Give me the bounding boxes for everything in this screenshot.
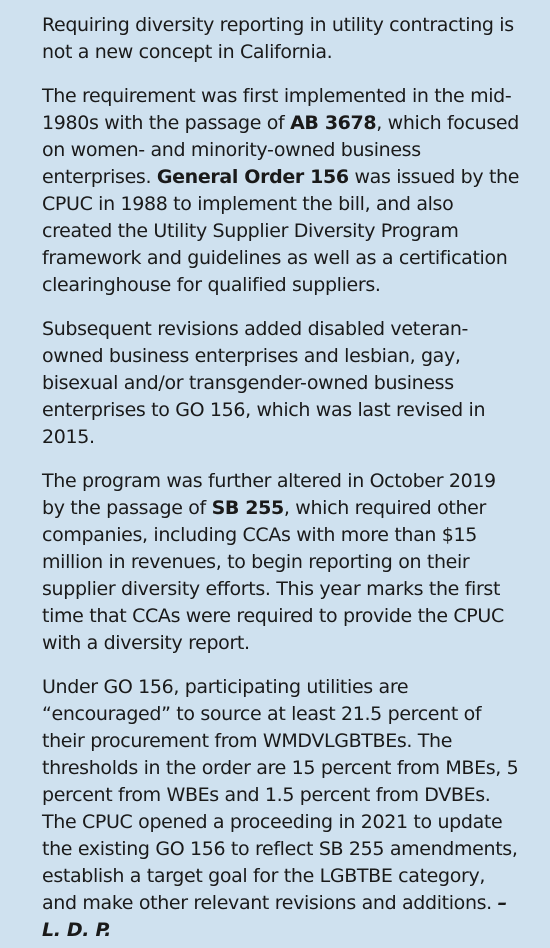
- sb-255-emphasis: SB 255: [211, 497, 284, 519]
- paragraph-2-text-c: was issued by the CPUC in 1988 to implement the bill, and also created the Utility Supplier Diversity Program framework and guidelines as well as a certification clearinghouse for qualified suppliers.: [42, 166, 520, 296]
- paragraph-2: [42, 83, 520, 299]
- paragraph-3: [42, 316, 520, 451]
- author-byline: –L. D. P.: [42, 892, 507, 941]
- ab-3678-emphasis: AB 3678: [290, 112, 377, 134]
- paragraph-1: [42, 12, 520, 66]
- paragraph-4: [42, 468, 520, 657]
- paragraph-2-text-b: , which focused on women- and minority-owned business enterprises.: [42, 112, 519, 188]
- paragraph-2-text-a: The requirement was first implemented in the mid-1980s with the passage of: [42, 85, 512, 134]
- general-order-156-emphasis: General Order 156: [156, 166, 349, 188]
- paragraph-5: [42, 674, 520, 944]
- paragraph-4-text-a: The program was further altered in October 2019 by the passage of: [42, 470, 496, 519]
- paragraph-4-text-b: , which required other companies, including CCAs with more than $15 million in revenues, to begin reporting on their supplier diversity efforts. This year marks the first time that CCAs were required to provide the CPUC with a diversity report.: [42, 497, 504, 654]
- paragraph-3-text: Subsequent revisions added disabled veteran-owned business enterprises and lesbian, gay, bisexual and/or transgender-owned business enterprises to GO 156, which was last revised in 2015.: [42, 318, 486, 448]
- paragraph-1-text: Requiring diversity reporting in utility contracting is not a new concept in California.: [42, 14, 514, 63]
- paragraph-5-text: Under GO 156, participating utilities are “encouraged” to source at least 21.5 percent of their procurement from WMDVLGBTBEs. The thresholds in the order are 15 percent from MBEs, 5 percent from WBEs and 1.5 percent from DVBEs. The CPUC opened a proceeding in 2021 to update the existing GO 156 to reflect SB 255 amendments, establish a target goal for the LGBTBE category, and make other relevant revisions and additions.: [42, 676, 519, 914]
